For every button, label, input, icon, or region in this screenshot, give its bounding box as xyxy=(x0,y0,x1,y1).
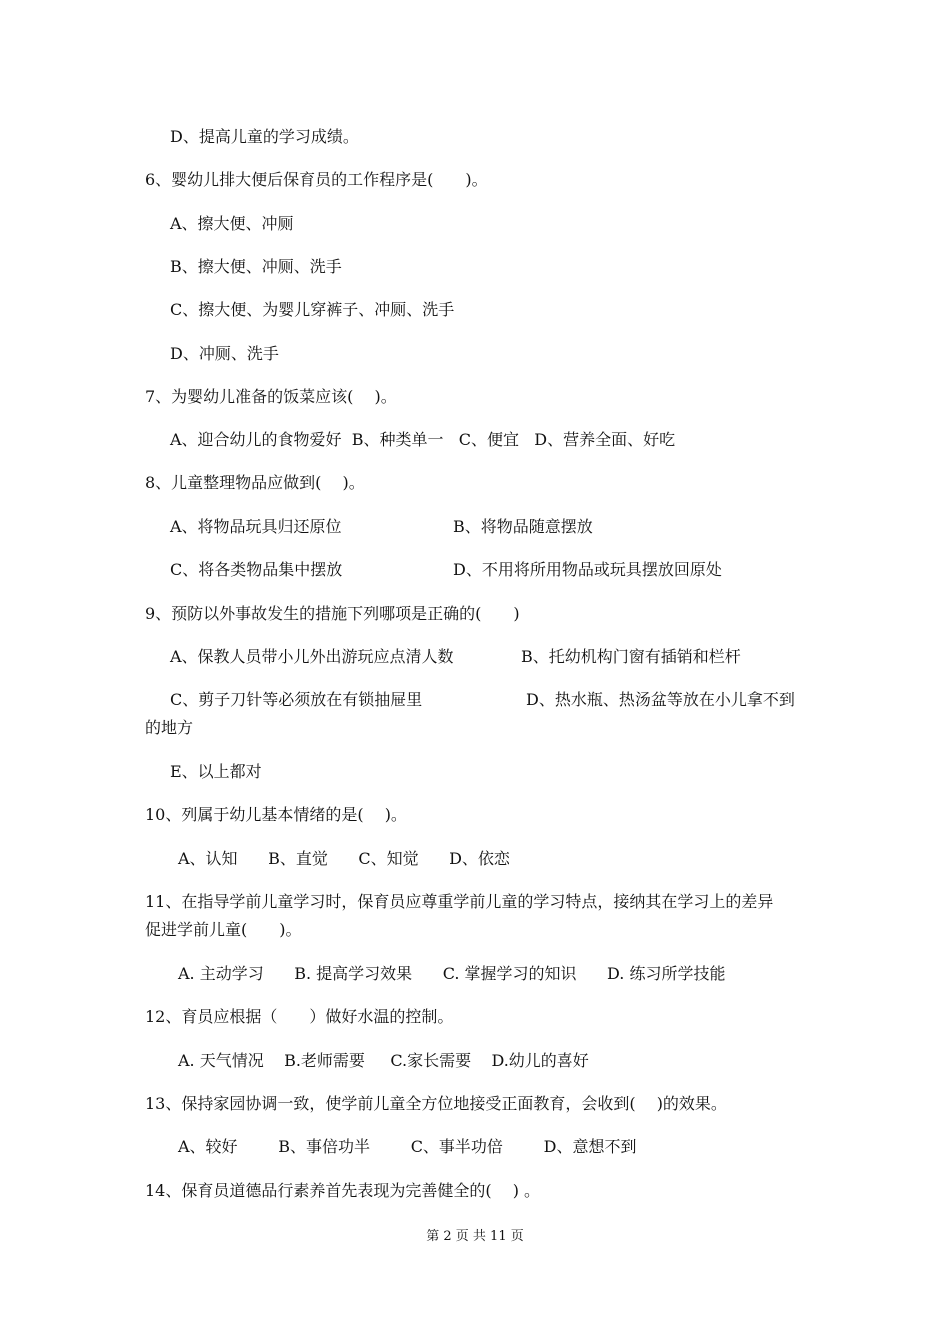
option-9b: B、托幼机构门窗有插销和栏杆 xyxy=(521,647,741,666)
question-8: 8、儿童整理物品应做到( )。 xyxy=(145,473,365,492)
question-6: 6、婴幼儿排大便后保育员的工作程序是( )。 xyxy=(145,170,488,189)
option-9c: C、剪子刀针等必须放在有锁抽屉里 xyxy=(170,690,423,709)
options-12: A. 天气情况 B.老师需要 C.家长需要 D.幼儿的喜好 xyxy=(178,1051,589,1070)
option-6c: C、擦大便、为婴儿穿裤子、冲厕、洗手 xyxy=(170,300,455,319)
question-11-continued: 促进学前儿童( )。 xyxy=(145,920,302,939)
question-7: 7、为婴幼儿准备的饭菜应该( )。 xyxy=(145,387,397,406)
option-8a: A、将物品玩具归还原位 xyxy=(170,517,342,536)
option-9d: D、热水瓶、热汤盆等放在小儿拿不到 xyxy=(526,690,795,709)
options-13: A、较好 B、事倍功半 C、事半功倍 D、意想不到 xyxy=(178,1137,637,1156)
option-6d: D、冲厕、洗手 xyxy=(170,344,279,363)
option-8c: C、将各类物品集中摆放 xyxy=(170,560,343,579)
page-number: 第 2 页 共 11 页 xyxy=(426,1229,524,1244)
option-9a: A、保教人员带小儿外出游玩应点清人数 xyxy=(170,647,454,666)
option-6b: B、擦大便、冲厕、洗手 xyxy=(170,257,342,276)
option-5d: D、提高儿童的学习成绩。 xyxy=(170,127,359,146)
option-9e: E、以上都对 xyxy=(170,762,262,781)
option-8b: B、将物品随意摆放 xyxy=(453,517,593,536)
question-11: 11、在指导学前儿童学习时，保育员应尊重学前儿童的学习特点，接纳其在学习上的差异 xyxy=(145,892,774,911)
question-9: 9、预防以外事故发生的措施下列哪项是正确的( ) xyxy=(145,604,520,623)
options-10: A、认知 B、直觉 C、知觉 D、依恋 xyxy=(178,849,510,868)
option-6a: A、擦大便、冲厕 xyxy=(170,214,294,233)
options-11: A. 主动学习 B. 提高学习效果 C. 掌握学习的知识 D. 练习所学技能 xyxy=(178,964,726,983)
question-14: 14、保育员道德品行素养首先表现为完善健全的( ) 。 xyxy=(145,1181,541,1200)
question-12: 12、育员应根据（ ）做好水温的控制。 xyxy=(145,1007,454,1026)
options-7: A、迎合幼儿的食物爱好 B、种类单一 C、便宜 D、营养全面、好吃 xyxy=(170,430,676,449)
question-10: 10、列属于幼儿基本情绪的是( )。 xyxy=(145,805,407,824)
option-9d-continued: 的地方 xyxy=(145,718,194,737)
question-13: 13、保持家园协调一致，使学前儿童全方位地接受正面教育，会收到( )的效果。 xyxy=(145,1094,727,1113)
option-8d: D、不用将所用物品或玩具摆放回原处 xyxy=(453,560,722,579)
